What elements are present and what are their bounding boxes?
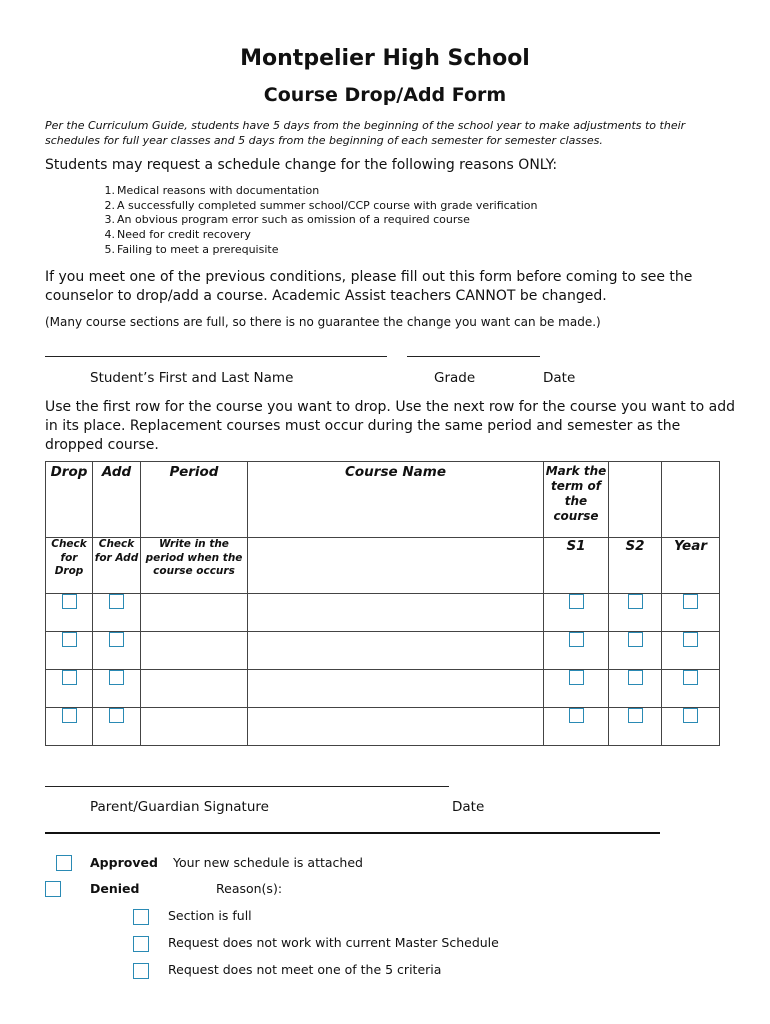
list-item: 1. Medical reasons with documentation xyxy=(104,184,320,197)
table-subheader-row xyxy=(46,538,720,594)
section-full-checkbox[interactable] xyxy=(133,909,149,925)
drop-header: Drop xyxy=(46,462,93,538)
course-name-header: Course Name xyxy=(248,462,544,538)
course-name-subheader xyxy=(248,538,544,594)
term-header-blank xyxy=(662,462,720,538)
denial-reason-label: Request does not meet one of the 5 criteria xyxy=(168,962,442,977)
add-checkbox[interactable] xyxy=(109,708,124,723)
term-header: Mark the term of the course xyxy=(544,462,609,538)
drop-checkbox[interactable] xyxy=(62,594,77,609)
period-cell[interactable] xyxy=(141,632,248,670)
s2-header: S2 xyxy=(609,538,662,594)
student-date-label: Date xyxy=(543,370,576,386)
denial-reason-label: Request does not work with current Master Schedule xyxy=(168,935,499,950)
list-item: 2. A successfully completed summer school/CCP course with grade verification xyxy=(104,198,538,212)
s1-header: S1 xyxy=(544,538,609,594)
s1-checkbox[interactable] xyxy=(569,594,584,609)
course-table xyxy=(45,461,720,746)
year-checkbox[interactable] xyxy=(683,632,698,647)
period-cell[interactable] xyxy=(141,594,248,632)
master-schedule-checkbox[interactable] xyxy=(133,936,149,952)
reasons-label: Reason(s): xyxy=(216,881,283,896)
criteria-checkbox[interactable] xyxy=(133,963,149,979)
form-title: Course Drop/Add Form xyxy=(263,84,507,106)
course-name-cell[interactable] xyxy=(248,708,544,746)
availability-note: (Many course sections are full, so there is no guarantee the change you want can be made.) xyxy=(45,315,601,329)
s2-checkbox[interactable] xyxy=(628,708,643,723)
year-checkbox[interactable] xyxy=(683,594,698,609)
drop-checkbox[interactable] xyxy=(62,670,77,685)
add-header: Add xyxy=(93,462,141,538)
parent-signature-label: Parent/Guardian Signature xyxy=(90,799,269,815)
term-header-blank xyxy=(609,462,662,538)
list-item: 5. Failing to meet a prerequisite xyxy=(104,242,279,256)
add-checkbox[interactable] xyxy=(109,594,124,609)
office-use-divider xyxy=(45,832,660,834)
period-cell[interactable] xyxy=(141,670,248,708)
course-name-cell[interactable] xyxy=(248,670,544,708)
denied-checkbox[interactable] xyxy=(45,881,61,897)
course-name-cell[interactable] xyxy=(248,594,544,632)
year-checkbox[interactable] xyxy=(683,708,698,723)
table-row xyxy=(46,594,720,632)
period-header: Period xyxy=(141,462,248,538)
period-cell[interactable] xyxy=(141,708,248,746)
table-instructions: Use the first row for the course you want to drop. Use the next row for the course you want to add in its place. Replacement courses must occur during the same period and semester as the dropped course. xyxy=(45,399,735,453)
check-drop-subheader: Check for Drop xyxy=(46,538,93,594)
table-row xyxy=(46,670,720,708)
table-header-row xyxy=(46,462,720,538)
reasons-heading: Students may request a schedule change for the following reasons ONLY: xyxy=(45,157,558,173)
instructions-text: If you meet one of the previous conditions, please fill out this form before coming to see the counselor to drop/add a course. Academic Assist teachers CANNOT be changed. xyxy=(45,269,693,304)
add-checkbox[interactable] xyxy=(109,670,124,685)
table-row xyxy=(46,632,720,670)
drop-checkbox[interactable] xyxy=(62,708,77,723)
period-subheader: Write in the period when the course occurs xyxy=(141,538,248,594)
s2-checkbox[interactable] xyxy=(628,594,643,609)
year-checkbox[interactable] xyxy=(683,670,698,685)
student-name-line[interactable] xyxy=(45,356,387,357)
grade-date-line[interactable] xyxy=(407,356,540,357)
add-checkbox[interactable] xyxy=(109,632,124,647)
approved-checkbox[interactable] xyxy=(56,855,72,871)
page-title: Montpelier High School xyxy=(240,46,530,71)
s2-checkbox[interactable] xyxy=(628,632,643,647)
list-item: 3. An obvious program error such as omission of a required course xyxy=(104,213,470,227)
s1-checkbox[interactable] xyxy=(569,708,584,723)
table-row xyxy=(46,708,720,746)
s1-checkbox[interactable] xyxy=(569,670,584,685)
intro-text: Per the Curriculum Guide, students have 5 days from the beginning of the school year to make adjustments to their schedules for full year classes and 5 days from the beginning of each semester for semester classes. xyxy=(45,119,686,147)
grade-label: Grade xyxy=(434,370,476,386)
reasons-list xyxy=(45,184,538,257)
list-item: 4. Need for credit recovery xyxy=(104,228,251,242)
drop-checkbox[interactable] xyxy=(62,632,77,647)
approved-label: Approved xyxy=(90,855,158,870)
parent-signature-line[interactable] xyxy=(45,786,449,787)
parent-date-label: Date xyxy=(452,799,485,815)
denied-label: Denied xyxy=(90,881,140,896)
s2-checkbox[interactable] xyxy=(628,670,643,685)
approved-text: Your new schedule is attached xyxy=(173,855,363,870)
denial-reason-label: Section is full xyxy=(168,908,252,923)
student-name-label: Student’s First and Last Name xyxy=(90,370,294,386)
course-name-cell[interactable] xyxy=(248,632,544,670)
check-add-subheader: Check for Add xyxy=(93,538,141,594)
year-header: Year xyxy=(662,538,720,594)
s1-checkbox[interactable] xyxy=(569,632,584,647)
